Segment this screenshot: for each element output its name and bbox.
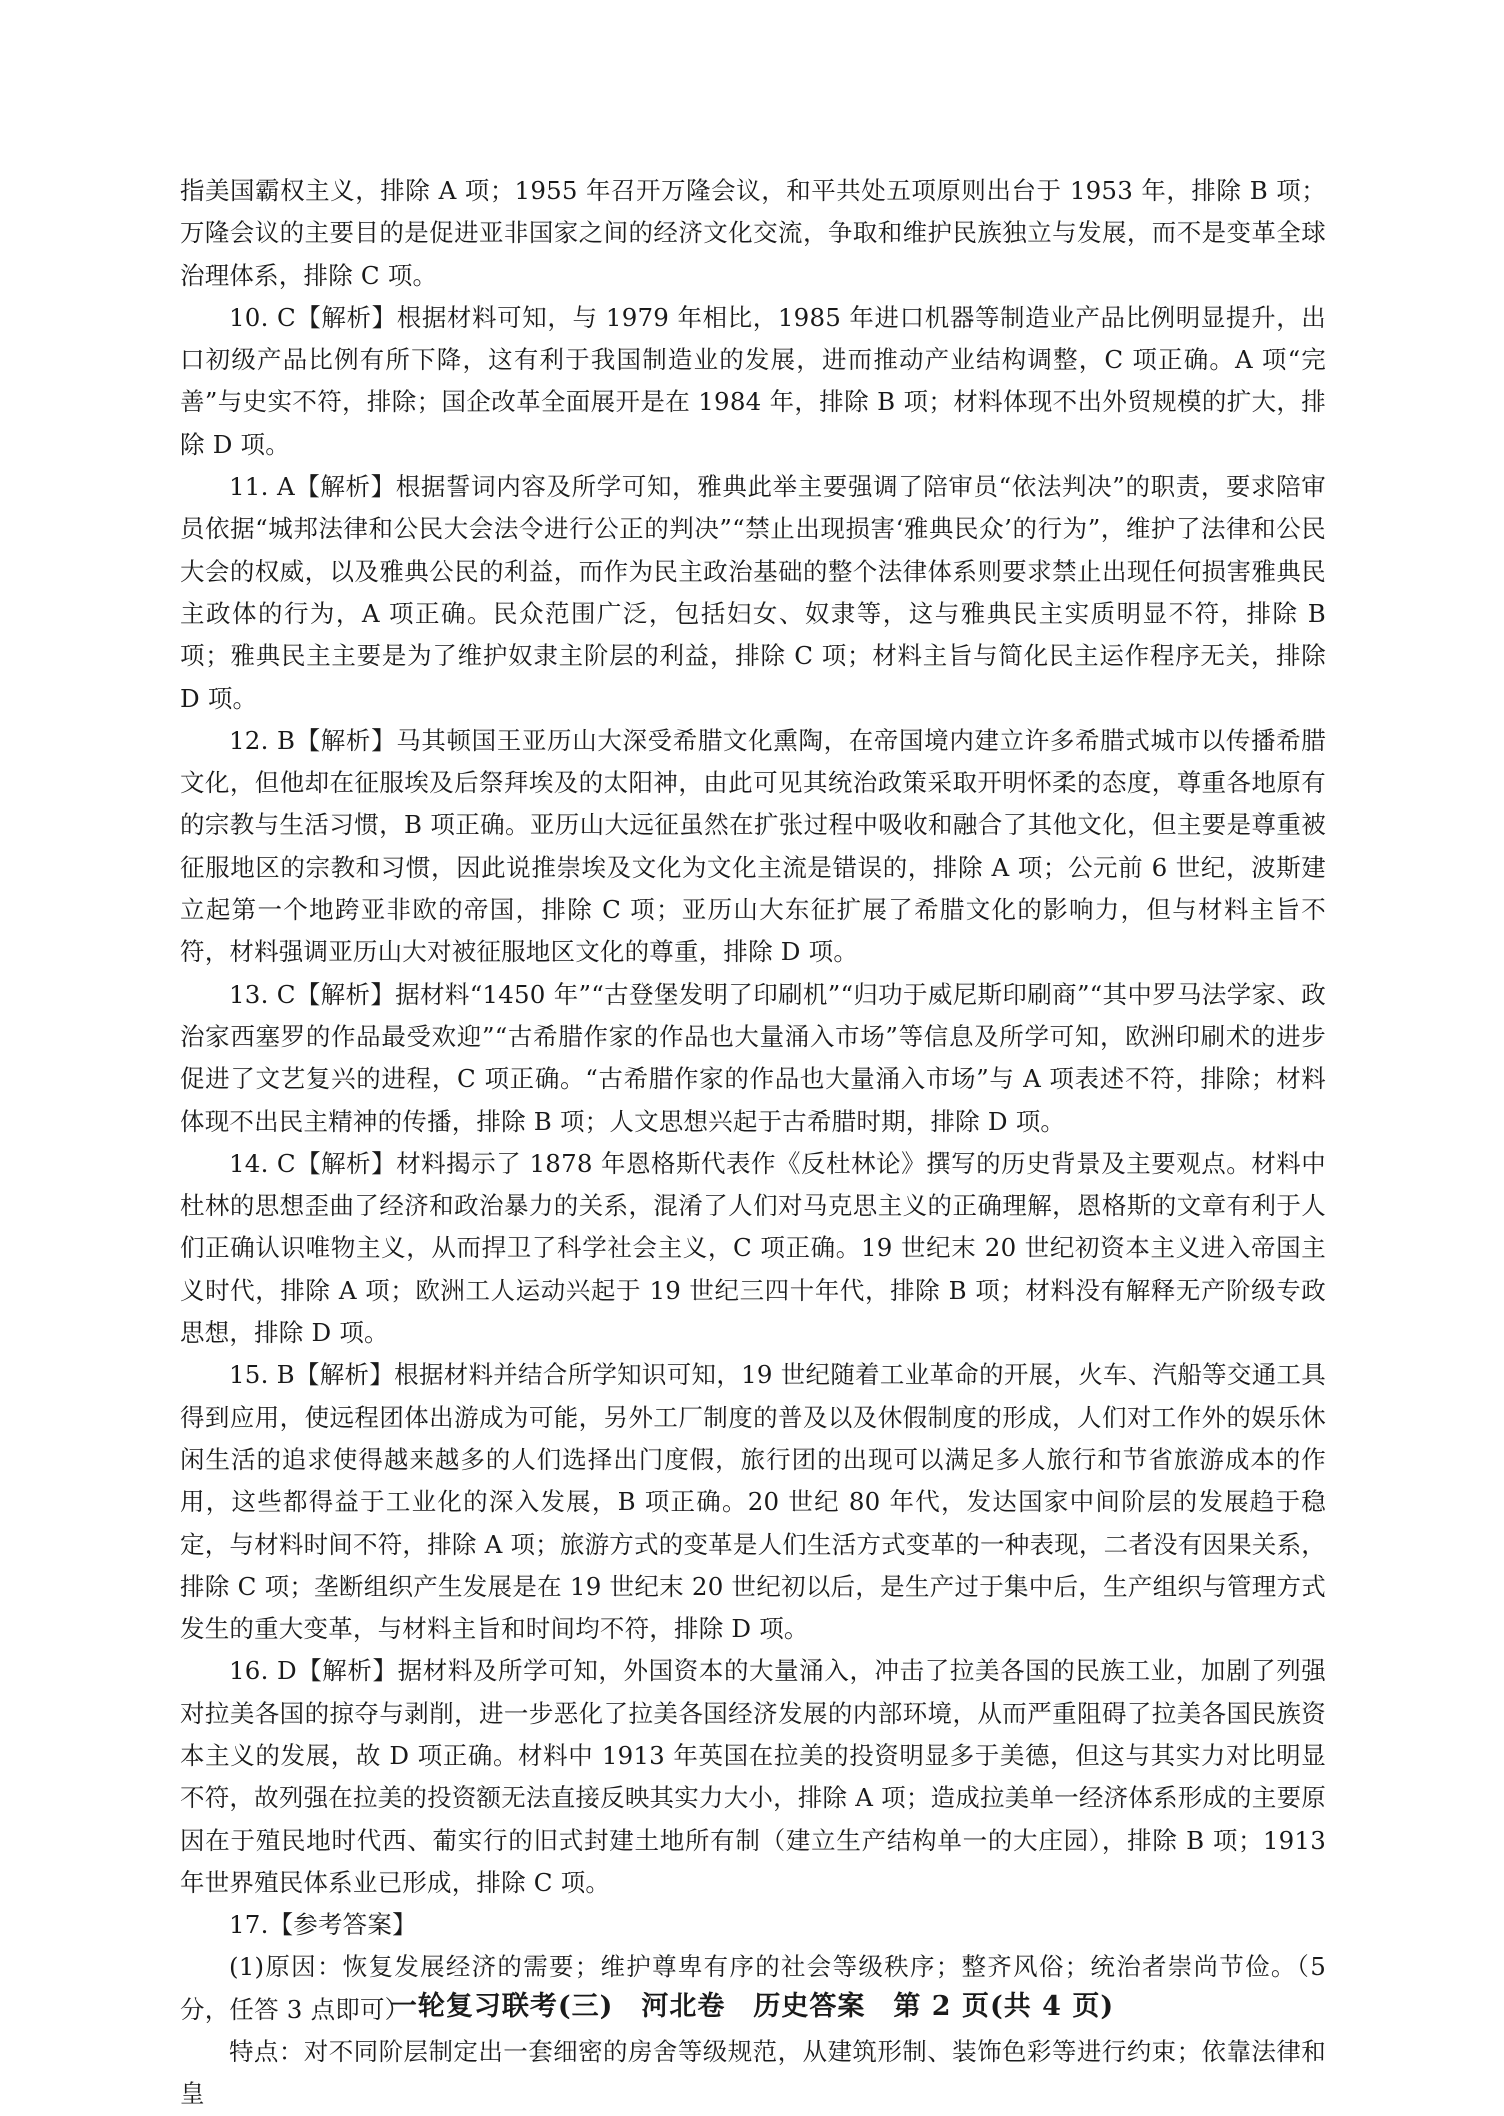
paragraph-question-13: 13. C【解析】据材料“1450 年”“古登堡发明了印刷机”“归功于威尼斯印刷商”“其中罗马法学家、政治家西塞罗的作品最受欢迎”“古希腊作家的作品也大量涌入市场”等信息及所学可知，欧洲印刷术的进步促进了文艺复兴的进程，C 项正确。“古希腊作家的作品也大量涌入市场”与 A 项表述不符，排除；材料体现不出民主精神的传播，排除 B 项；人文思想兴起于古希腊时期，排除 D 项。 <box>180 979 1326 1136</box>
answer-content <box>180 170 1326 2116</box>
paragraph-question-11: 11. A【解析】根据誓词内容及所学可知，雅典此举主要强调了陪审员“依法判决”的职责，要求陪审员依据“城邦法律和公民大会法令进行公正的判决”“禁止出现损害‘雅典民众’的行为”，维护了法律和公民大会的权威，以及雅典公民的利益，而作为民主政治基础的整个法律体系则要求禁止出现任何损害雅典民主政体的行为，A 项正确。民众范围广泛，包括妇女、奴隶等，这与雅典民主实质明显不符，排除 B 项；雅典民主主要是为了维护奴隶主阶层的利益，排除 C 项；材料主旨与简化民主运作程序无关，排除 D 项。 <box>180 472 1326 713</box>
paragraph-question-17-heading: 17.【参考答案】 <box>229 1910 417 1940</box>
paragraph-question-16: 16. D【解析】据材料及所学可知，外国资本的大量涌入，冲击了拉美各国的民族工业，加剧了列强对拉美各国的掠夺与剥削，进一步恶化了拉美各国经济发展的内部环境，从而严重阻碍了拉美各国民族资本主义的发展，故 D 项正确。材料中 1913 年英国在拉美的投资明显多于美德，但这与其实力对比明显不符，故列强在拉美的投资额无法直接反映其实力大小，排除 A 项；造成拉美单一经济体系形成的主要原因在于殖民地时代西、葡实行的旧式封建土地所有制（建立生产结构单一的大庄园），排除 B 项；1913 年世界殖民体系业已形成，排除 C 项。 <box>180 1656 1326 1897</box>
paragraph-question-17-part-1: (1)原因：恢复发展经济的需要；维护尊卑有序的社会等级秩序；整齐风俗；统治者崇尚节俭。（5 分，任答 3 点即可） <box>180 1952 1326 2024</box>
paragraph-question-17-features: 特点：对不同阶层制定出一套细密的房舍等级规范，从建筑形制、装饰色彩等进行约束；依靠法律和皇 <box>180 2037 1326 2109</box>
paragraph-question-14: 14. C【解析】材料揭示了 1878 年恩格斯代表作《反杜林论》撰写的历史背景及主要观点。材料中杜林的思想歪曲了经济和政治暴力的关系，混淆了人们对马克思主义的正确理解，恩格斯的文章有利于人们正确认识唯物主义，从而捍卫了科学社会主义，C 项正确。19 世纪末 20 世纪初资本主义进入帝国主义时代，排除 A 项；欧洲工人运动兴起于 19 世纪三四十年代，排除 B 项；材料没有解释无产阶级专政思想，排除 D 项。 <box>180 1148 1326 1348</box>
paragraph-question-12: 12. B【解析】马其顿国王亚历山大深受希腊文化熏陶，在帝国境内建立许多希腊式城市以传播希腊文化，但他却在征服埃及后祭拜埃及的太阳神，由此可见其统治政策采取开明怀柔的态度，尊重各地原有的宗教与生活习惯，B 项正确。亚历山大远征虽然在扩张过程中吸收和融合了其他文化，但主要是尊重被征服地区的宗教和习惯，因此说推崇埃及文化为文化主流是错误的，排除 A 项；公元前 6 世纪，波斯建立起第一个地跨亚非欧的帝国，排除 C 项；亚历山大东征扩展了希腊文化的影响力，但与材料主旨不符，材料强调亚历山大对被征服地区文化的尊重，排除 D 项。 <box>180 725 1326 967</box>
page-footer: 一轮复习联考(三) 河北卷 历史答案 第 2 页(共 4 页) <box>389 1991 1115 2022</box>
paragraph-9-continued: 指美国霸权主义，排除 A 项；1955 年召开万隆会议，和平共处五项原则出台于 1953 年，排除 B 项；万隆会议的主要目的是促进亚非国家之间的经济文化交流，争取和维护民族独立与发展，而不是变革全球治理体系，排除 C 项。 <box>180 176 1326 290</box>
paragraph-question-15: 15. B【解析】根据材料并结合所学知识可知，19 世纪随着工业革命的开展，火车、汽船等交通工具得到应用，使远程团体出游成为可能，另外工厂制度的普及以及休假制度的形成，人们对工作外的娱乐休闲生活的追求使得越来越多的人们选择出门度假，旅行团的出现可以满足多人旅行和节省旅游成本的作用，这些都得益于工业化的深入发展，B 项正确。20 世纪 80 年代，发达国家中间阶层的发展趋于稳定，与材料时间不符，排除 A 项；旅游方式的变革是人们生活方式变革的一种表现，二者没有因果关系，排除 C 项；垄断组织产生发展是在 19 世纪末 20 世纪初以后，是生产过于集中后，生产组织与管理方式发生的重大变革，与材料主旨和时间均不符，排除 D 项。 <box>180 1360 1326 1644</box>
paragraph-question-10: 10. C【解析】根据材料可知，与 1979 年相比，1985 年进口机器等制造业产品比例明显提升，出口初级产品比例有所下降，这有利于我国制造业的发展，进而推动产业结构调整，C 项正确。A 项“完善”与史实不符，排除；国企改革全面展开是在 1984 年，排除 B 项；材料体现不出外贸规模的扩大，排除 D 项。 <box>180 302 1326 459</box>
